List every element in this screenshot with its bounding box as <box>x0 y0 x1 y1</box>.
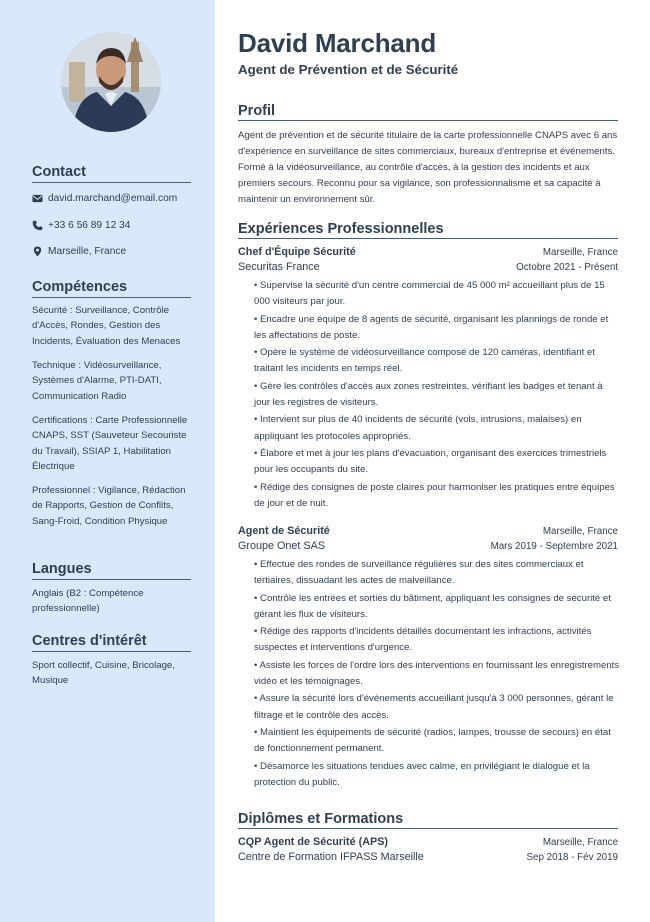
skill-professional: Professionnel : Vigilance, Rédaction de Rapports, Gestion de Conflits, Sang-Froid, Condition Physique <box>32 485 186 527</box>
education-1-title: CQP Agent de Sécurité (APS) <box>238 836 388 848</box>
list-item: • Rédige des consignes de poste claires pour harmoniser les pratiques entre équipes de jour et de nuit. <box>254 481 615 509</box>
list-item: • Contrôle les entrées et sorties du bâtiment, appliquant les consignes de sécurité et gérant les flux de visiteurs. <box>254 592 611 620</box>
contact-phone-row <box>32 217 202 233</box>
job-1-bullets <box>254 278 620 513</box>
phone-icon <box>32 220 43 231</box>
contact-email-row <box>32 190 202 206</box>
list-item: • Maintient les équipements de sécurité (radios, lampes, trousse de secours) en état de fonctionnement permanent. <box>254 726 611 755</box>
skills-heading: Compétences <box>32 279 191 298</box>
education-1-subheader <box>238 851 618 863</box>
list-item: • Désamorce les situations tendues avec calme, en privilégiant le dialogue et la protection du public. <box>254 760 590 788</box>
interests-text: Sport collectif, Cuisine, Bricolage, Musique <box>32 660 175 687</box>
list-item: • Gère les contrôles d'accès aux zones restreintes, vérifiant les badges et tenant à jour les registres de visiteurs. <box>254 380 603 408</box>
job-1-dates: Octobre 2021 - Présent <box>516 262 618 273</box>
job-2-bullets <box>254 557 620 792</box>
education-1-location: Marseille, France <box>542 837 618 848</box>
list-item: • Rédige des rapports d'incidents détaillés documentant les infractions, activités suspectes et interventions d'urgence. <box>254 626 592 654</box>
job-1-title: Chef d'Équipe Sécurité <box>238 246 356 258</box>
skill-technical: Technique : Vidéosurveillance, Systèmes d'Alarme, PTI-DATI, Communication Radio <box>32 360 162 402</box>
job-1-subheader <box>238 261 618 273</box>
education-1-school: Centre de Formation IFPASS Marseille <box>238 851 424 863</box>
skill-security: Sécurité : Surveillance, Contrôle d'Accès, Rondes, Gestion des Incidents, Évaluation des Menaces <box>32 305 181 347</box>
contact-location-row <box>32 243 202 259</box>
education-1-header <box>238 836 618 848</box>
map-pin-icon <box>32 246 43 257</box>
list-item: • Effectue des rondes de surveillance régulières sur des sites commerciaux et tertiaires, dissuadant les actes de malveillance. <box>254 559 584 587</box>
list-item: • Assiste les forces de l'ordre lors des interventions en fournissant les enregistrements vidéo et les témoignages. <box>254 659 620 687</box>
contact-location: Marseille, France <box>48 245 127 257</box>
job-2-company: Groupe Onet SAS <box>238 540 326 552</box>
education-1-dates: Sep 2018 - Fév 2019 <box>526 852 618 863</box>
contact-phone[interactable]: +33 6 56 89 12 34 <box>48 219 131 231</box>
avatar <box>61 32 161 132</box>
job-2-title: Agent de Sécurité <box>238 525 330 537</box>
person-name: David Marchand <box>238 28 437 58</box>
list-item: • Assure la sécurité lors d'événements accueillant jusqu'à 3 000 personnes, gérant le filtrage et le contrôle des accès. <box>254 693 614 721</box>
portrait-photo <box>61 32 161 132</box>
person-title: Agent de Prévention et de Sécurité <box>238 62 459 77</box>
sidebar <box>0 0 215 922</box>
job-1-header <box>238 246 618 258</box>
experience-heading: Expériences Professionnelles <box>238 221 618 239</box>
job-2-header <box>238 525 618 537</box>
list-item: • Encadre une équipe de 8 agents de sécurité, organisant les plannings de ronde et les affectations de poste. <box>254 313 609 341</box>
contact-heading: Contact <box>32 164 191 183</box>
profile-heading: Profil <box>238 103 618 121</box>
interests-heading: Centres d'intérêt <box>32 633 191 652</box>
list-item: • Élabore et met à jour les plans d'évacuation, organisant des exercices trimestriels pour les occupants du site. <box>254 447 607 476</box>
list-item: • Supervise la sécurité d'un centre commercial de 45 000 m² accueillant plus de 15 000 visiteurs par jour. <box>254 280 605 308</box>
envelope-icon <box>32 193 43 204</box>
job-1-location: Marseille, France <box>542 247 618 258</box>
skill-certifications: Certifications : Carte Professionnelle CNAPS, SST (Sauveteur Secouriste du Travail), SSIAP 1, Habilitation Électrique <box>32 415 188 473</box>
languages-heading: Langues <box>32 561 191 580</box>
job-2-subheader <box>238 540 618 552</box>
job-2-location: Marseille, France <box>542 526 618 537</box>
list-item: • Intervient sur plus de 40 incidents de sécurité (vols, intrusions, malaises) en appliquant les protocoles appropriés. <box>254 414 582 442</box>
list-item: • Opère le système de vidéosurveillance composé de 120 caméras, identifiant et traitant les incidents en temps réel. <box>254 347 595 375</box>
job-1-company: Securitas France <box>238 261 320 273</box>
education-heading: Diplômes et Formations <box>238 811 618 829</box>
profile-text: Agent de prévention et de sécurité titulaire de la carte professionnelle CNAPS avec 6 ans d'expérience en surveillance de sites commerciaux, bureaux d'entreprise et événements. Formé à la vidéosurveillance, au contrôle d'accès, à la gestion des incidents et aux premiers secours. Reconnu pour sa vigilance, son professionnalisme et sa capacité à maintenir un environnement sûr. <box>238 130 618 206</box>
languages-text: Anglais (B2 : Compétence professionnelle) <box>32 588 144 615</box>
job-2-dates: Mars 2019 - Septembre 2021 <box>490 541 618 552</box>
contact-email[interactable]: david.marchand@email.com <box>48 192 178 204</box>
main-content <box>215 0 650 922</box>
